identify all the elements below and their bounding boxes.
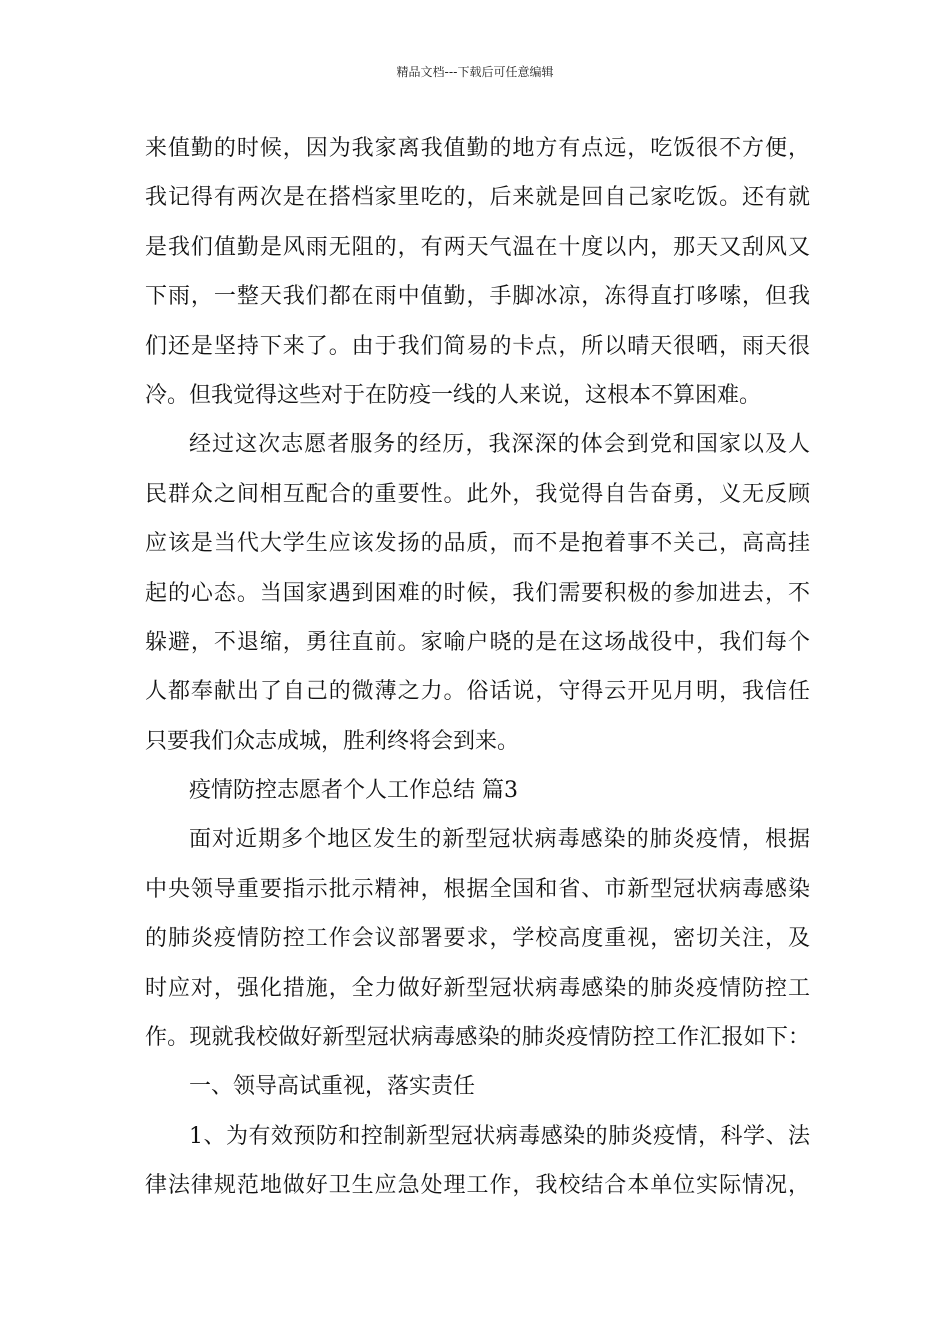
- text-line: 冷。但我觉得这些对于在防疫一线的人来说，这根本不算困难。: [145, 382, 762, 408]
- text-line: 躲避，不退缩，勇往直前。家喻户晓的是在这场战役中，我们每个: [145, 629, 810, 655]
- text-line: 我记得有两次是在搭档家里吃的，后来就是回自己家吃饭。还有就: [145, 185, 810, 211]
- text-line: 中央领导重要指示批示精神，根据全国和省、市新型冠状病毒感染: [145, 876, 810, 902]
- text-line: 是我们值勤是风雨无阻的，有两天气温在十度以内，那天又刮风又: [145, 234, 810, 260]
- text-line: 作。现就我校做好新型冠状病毒感染的肺炎疫情防控工作汇报如下：: [145, 1025, 810, 1051]
- text-line: 1、为有效预防和控制新型冠状病毒感染的肺炎疫情，科学、法: [189, 1123, 810, 1149]
- text-line: 面对近期多个地区发生的新型冠状病毒感染的肺炎疫情，根据: [189, 827, 810, 853]
- text-line: 起的心态。当国家遇到困难的时候，我们需要积极的参加进去，不: [145, 580, 810, 606]
- text-line: 律法律规范地做好卫生应急处理工作，我校结合本单位实际情况，: [145, 1173, 810, 1199]
- text-line: 民群众之间相互配合的重要性。此外，我觉得自告奋勇，义无反顾: [145, 481, 810, 507]
- text-line: 疫情防控志愿者个人工作总结 篇3: [189, 778, 518, 804]
- page-header: 精品文档---下载后可任意编辑: [396, 65, 554, 79]
- text-line: 应该是当代大学生应该发扬的品质，而不是抱着事不关己，高高挂: [145, 531, 810, 557]
- text-line: 来值勤的时候，因为我家离我值勤的地方有点远，吃饭很不方便，: [145, 136, 810, 161]
- text-line: 下雨，一整天我们都在雨中值勤，手脚冰凉，冻得直打哆嗦，但我: [145, 284, 810, 310]
- text-line: 人都奉献出了自己的微薄之力。俗话说，守得云开见月明，我信任: [145, 679, 810, 705]
- text-line: 经过这次志愿者服务的经历，我深深的体会到党和国家以及人: [189, 432, 810, 458]
- text-line: 时应对，强化措施，全力做好新型冠状病毒感染的肺炎疫情防控工: [145, 975, 810, 1001]
- text-line: 一、领导高试重视，落实责任: [189, 1074, 476, 1100]
- document-body: [145, 124, 810, 1211]
- text-line: 们还是坚持下来了。由于我们简易的卡点，所以晴天很晒，雨天很: [145, 333, 810, 359]
- text-line: 只要我们众志成城，胜利终将会到来。: [145, 728, 520, 754]
- text-line: 的肺炎疫情防控工作会议部署要求，学校高度重视，密切关注，及: [145, 926, 810, 952]
